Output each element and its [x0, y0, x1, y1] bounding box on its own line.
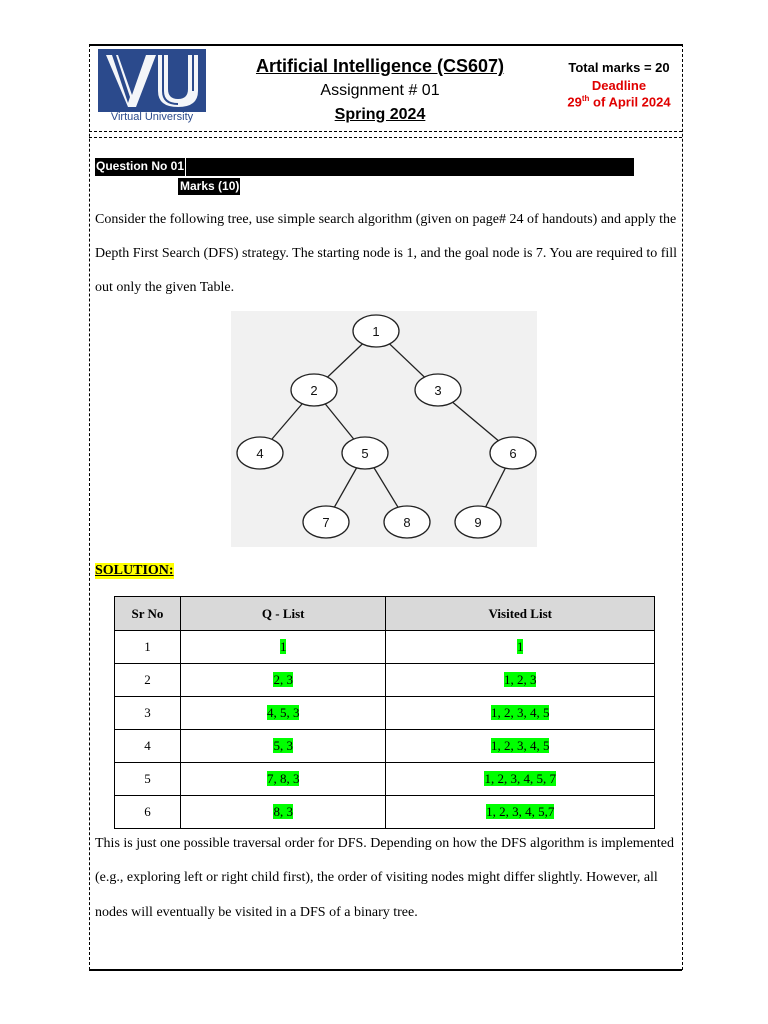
- header-divider: [89, 131, 682, 132]
- semester-term: Spring 2024: [334, 106, 426, 123]
- tree-node-6: [490, 437, 536, 469]
- note-line-3: nodes will eventually be visited in a DFS of a binary tree.: [95, 905, 418, 920]
- visited-cell: [386, 631, 655, 664]
- sr-cell: 4: [115, 730, 181, 763]
- visited-value: 1, 2, 3: [503, 672, 537, 687]
- tree-node-1: [353, 315, 399, 347]
- column-header-sr: Sr No: [115, 597, 181, 631]
- tree-node-label: 9: [474, 515, 482, 530]
- text-cursor: [185, 158, 186, 176]
- deadline-label: Deadline: [591, 78, 647, 93]
- q-cell: [180, 763, 386, 796]
- column-header-visited: Visited List: [386, 597, 655, 631]
- tree-node-label: 2: [310, 383, 318, 398]
- vu-logo: [98, 49, 206, 126]
- header-divider-2: [89, 137, 682, 138]
- sr-cell: 5: [115, 763, 181, 796]
- vu-logo-mark: [98, 49, 206, 112]
- note-line-1: This is just one possible traversal order for DFS. Depending on how the DFS algorithm is implemented: [95, 836, 674, 851]
- q-value: 5, 3: [273, 738, 293, 753]
- table-row: [115, 631, 655, 664]
- q-value: 8, 3: [273, 804, 293, 819]
- course-title: Artificial Intelligence (CS607): [255, 56, 505, 76]
- q-cell: [180, 697, 386, 730]
- deadline-suffix: th: [581, 94, 590, 103]
- q-cell: [180, 631, 386, 664]
- tree-node-9: [455, 506, 501, 538]
- question-marks: Marks (10): [180, 179, 240, 193]
- tree-node-5: [342, 437, 388, 469]
- question-text-line-1: Consider the following tree, use simple search algorithm (given on page# 24 of handouts) and apply the: [95, 212, 677, 227]
- column-header-q-list: Q - List: [180, 597, 386, 631]
- question-label: Question No 01: [96, 159, 185, 173]
- question-text-line-2: Depth First Search (DFS) strategy. The starting node is 1, and the goal node is 7. You are required to fill: [95, 246, 678, 261]
- tree-node-3: [415, 374, 461, 406]
- visited-value: 1, 2, 3, 4, 5,7: [486, 804, 555, 819]
- tree-node-label: 1: [372, 324, 380, 339]
- visited-cell: [386, 796, 655, 829]
- tree-node-label: 7: [322, 515, 330, 530]
- visited-cell: [386, 664, 655, 697]
- visited-value: 1, 2, 3, 4, 5: [490, 738, 550, 753]
- q-value: 7, 8, 3: [266, 771, 300, 786]
- q-value: 1: [279, 639, 287, 654]
- deadline-rest: of April 2024: [589, 94, 671, 110]
- q-cell: [180, 664, 386, 697]
- tree-node-label: 8: [403, 515, 411, 530]
- sr-cell: 1: [115, 631, 181, 664]
- visited-cell: [386, 697, 655, 730]
- tree-svg: [231, 311, 537, 547]
- tree-node-7: [303, 506, 349, 538]
- visited-cell: [386, 730, 655, 763]
- table-row: [115, 796, 655, 829]
- dfs-table: [114, 596, 655, 829]
- q-value: 4, 5, 3: [266, 705, 300, 720]
- visited-value: 1, 2, 3, 4, 5: [490, 705, 550, 720]
- solution-heading: SOLUTION:: [95, 563, 174, 578]
- visited-value: 1, 2, 3, 4, 5, 7: [484, 771, 556, 786]
- assignment-number: Assignment # 01: [320, 82, 440, 99]
- note-line-2: (e.g., exploring left or right child first), the order of visiting nodes might differ slightly. However, all: [95, 870, 658, 885]
- tree-node-label: 6: [509, 446, 517, 461]
- tree-diagram: [231, 311, 537, 547]
- total-marks: Total marks = 20: [568, 60, 670, 75]
- page-bottom-rule: [89, 969, 682, 971]
- question-text-line-3: out only the given Table.: [95, 280, 235, 295]
- tree-node-label: 4: [256, 446, 264, 461]
- visited-cell: [386, 763, 655, 796]
- table-row: [115, 763, 655, 796]
- table-header-row: [115, 597, 655, 631]
- q-value: 2, 3: [273, 672, 293, 687]
- logo-caption: Virtual University: [110, 111, 194, 123]
- deadline-day: 29: [567, 94, 582, 110]
- tree-node-label: 5: [361, 446, 369, 461]
- tree-node-8: [384, 506, 430, 538]
- deadline-date: [560, 94, 678, 109]
- table-row: [115, 664, 655, 697]
- q-cell: [180, 730, 386, 763]
- sr-cell: 2: [115, 664, 181, 697]
- tree-node-2: [291, 374, 337, 406]
- sr-cell: 3: [115, 697, 181, 730]
- q-cell: [180, 796, 386, 829]
- visited-value: 1: [516, 639, 524, 654]
- tree-node-4: [237, 437, 283, 469]
- table-row: [115, 697, 655, 730]
- sr-cell: 6: [115, 796, 181, 829]
- table-row: [115, 730, 655, 763]
- tree-node-label: 3: [434, 383, 442, 398]
